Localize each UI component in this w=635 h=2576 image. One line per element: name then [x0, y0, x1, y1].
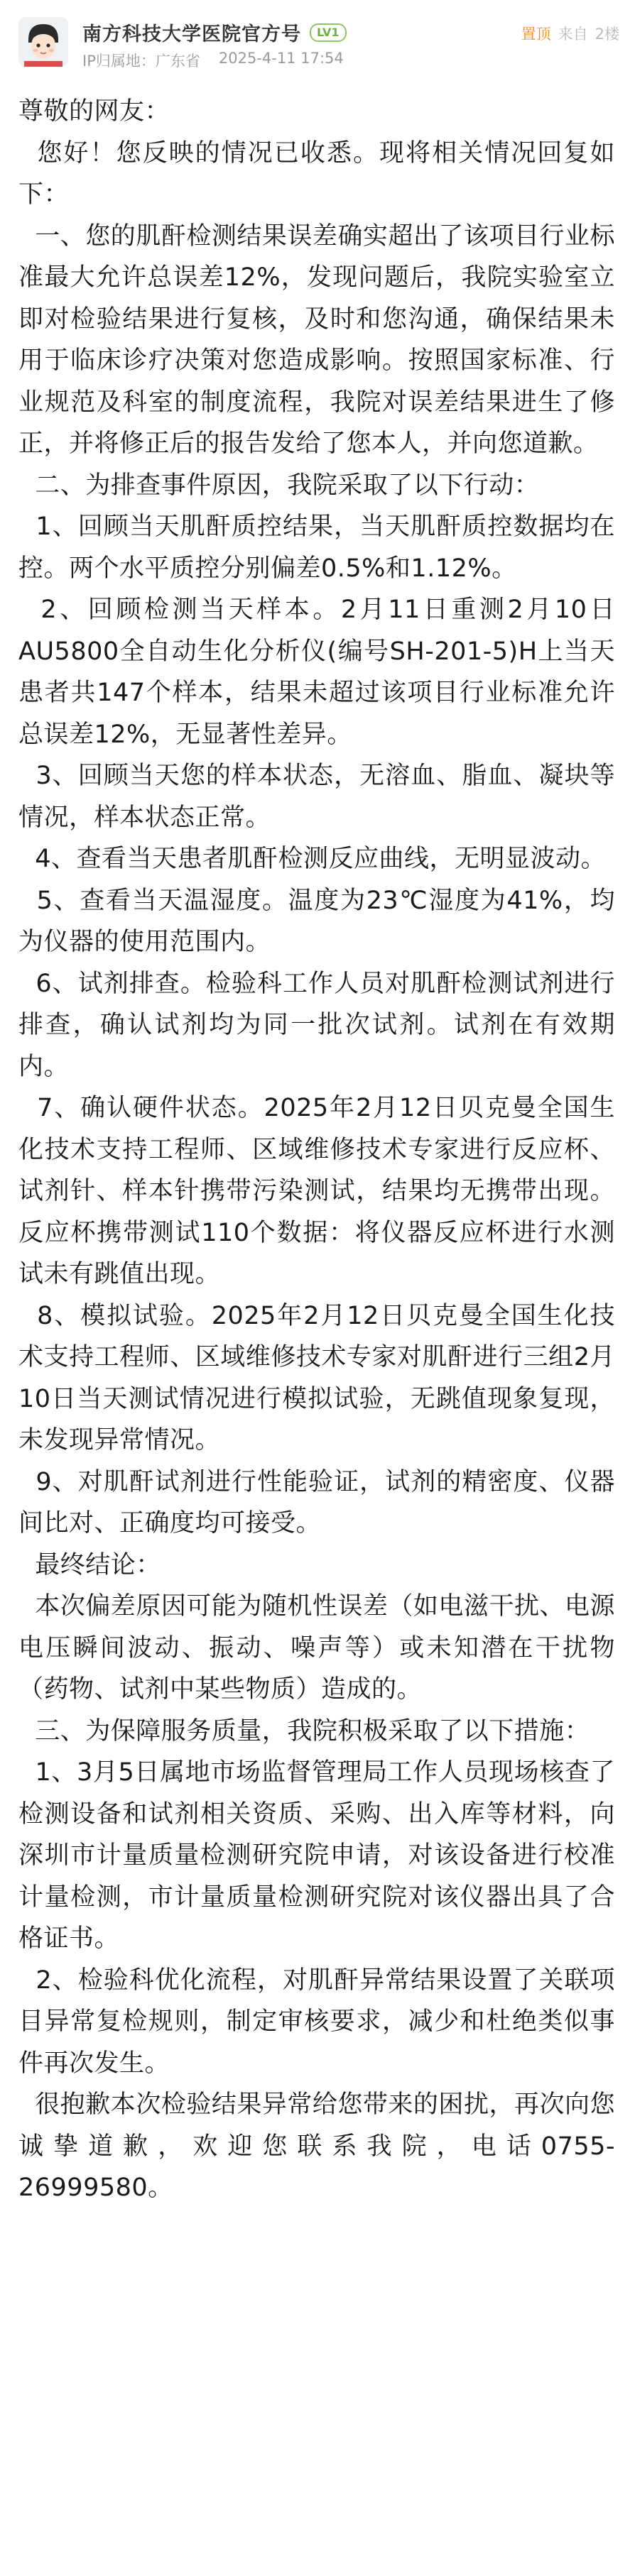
post-meta	[82, 50, 344, 71]
pin-badge: 置顶	[521, 26, 551, 43]
paragraph: 一、您的肌酐检测结果误差确实超出了该项目行业标准最大允许总误差12%，发现问题后，我院实验室立即对检验结果进行复核，及时和您沟通，确保结果未用于临床诊疗决策对您造成影响。按照国家标准、行业规范及科室的制度流程，我院对误差结果进生了修正，并将修正后的报告发给了您本人，并向您道歉。	[18, 221, 615, 458]
post-date: 2025-4-11 17:54	[218, 50, 344, 67]
avatar-face-icon	[18, 17, 68, 67]
paragraph-closing: 很抱歉本次检验结果异常给您带来的困扰，再次向您诚挚道歉，欢迎您联系我院，电话0755-26999580。	[18, 2090, 615, 2202]
paragraph: 本次偏差原因可能为随机性误差（如电滋干扰、电源电压瞬间波动、振动、噪声等）或未知潜在干扰物（药物、试剂中某些物质）造成的。	[18, 1592, 615, 1704]
paragraph: 二、为排查事件原因，我院采取了以下行动：	[18, 471, 540, 500]
level-badge: LV1	[310, 23, 347, 42]
paragraph: 8、模拟试验。2025年2月12日贝克曼全国生化技术支持工程师、区域维修技术专家对肌酐进行三组2月10日当天测试情况进行模拟试验，无跳值现象复现，未发现异常情况。	[18, 1301, 615, 1454]
post-body	[0, 74, 635, 2209]
paragraph: 您好！您反映的情况已收悉。现将相关情况回复如下：	[18, 138, 615, 209]
post-header	[0, 0, 635, 74]
paragraph: 6、试剂排查。检验科工作人员对肌酐检测试剂进行排查，确认试剂均为同一批次试剂。试剂在有效期内。	[18, 969, 615, 1081]
avatar[interactable]	[18, 17, 68, 67]
paragraph: 三、为保障服务质量，我院积极采取了以下措施：	[18, 1716, 590, 1745]
floor-number: 2楼	[595, 26, 619, 43]
paragraph: 2、检验科优化流程，对肌酐异常结果设置了关联项目异常复检规则，制定审核要求，减少和杜绝类似事件再次发生。	[18, 1966, 615, 2078]
source-label: 来自	[558, 26, 588, 43]
paragraph: 5、查看当天温湿度。温度为23℃湿度为41%，均为仪器的使用范围内。	[18, 886, 615, 956]
paragraph: 2、回顾检测当天样本。2月11日重测2月10日AU5800全自动生化分析仪(编号SH-201-5)H上当天患者共147个样本，结果未超过该项目行业标准允许总误差12%，无显著性差异。	[18, 596, 615, 749]
ip-location: IP归属地：广东省	[82, 53, 200, 70]
author-name[interactable]: 南方科技大学医院官方号	[82, 23, 301, 45]
paragraph: 3、回顾当天您的样本状态，无溶血、脂血、凝块等情况，样本状态正常。	[18, 762, 615, 832]
paragraph-greeting: 尊敬的网友：	[18, 97, 170, 126]
paragraph: 7、确认硬件状态。2025年2月12日贝克曼全国生化技术支持工程师、区域维修技术专家进行反应杯、试剂针、样本针携带污染测试，结果均无携带出现。反应杯携带测试110个数据：将仪器反应杯进行水测试未有跳值出现。	[18, 1094, 615, 1288]
paragraph: 9、对肌酐试剂进行性能验证，试剂的精密度、仪器间比对、正确度均可接受。	[18, 1467, 615, 1538]
post-tags	[521, 23, 619, 44]
paragraph: 1、回顾当天肌酐质控结果，当天肌酐质控数据均在控。两个水平质控分别偏差0.5%和1.12%。	[18, 513, 615, 583]
paragraph: 1、3月5日属地市场监督管理局工作人员现场核查了检测设备和试剂相关资质、采购、出入库等材料，向深圳市计量质量检测研究院申请，对该设备进行校准计量检测，市计量质量检测研究院对该仪器出具了合格证书。	[18, 1758, 615, 1953]
paragraph: 最终结论：	[18, 1550, 161, 1579]
paragraph: 4、查看当天患者肌酐检测反应曲线，无明显波动。	[18, 845, 607, 873]
